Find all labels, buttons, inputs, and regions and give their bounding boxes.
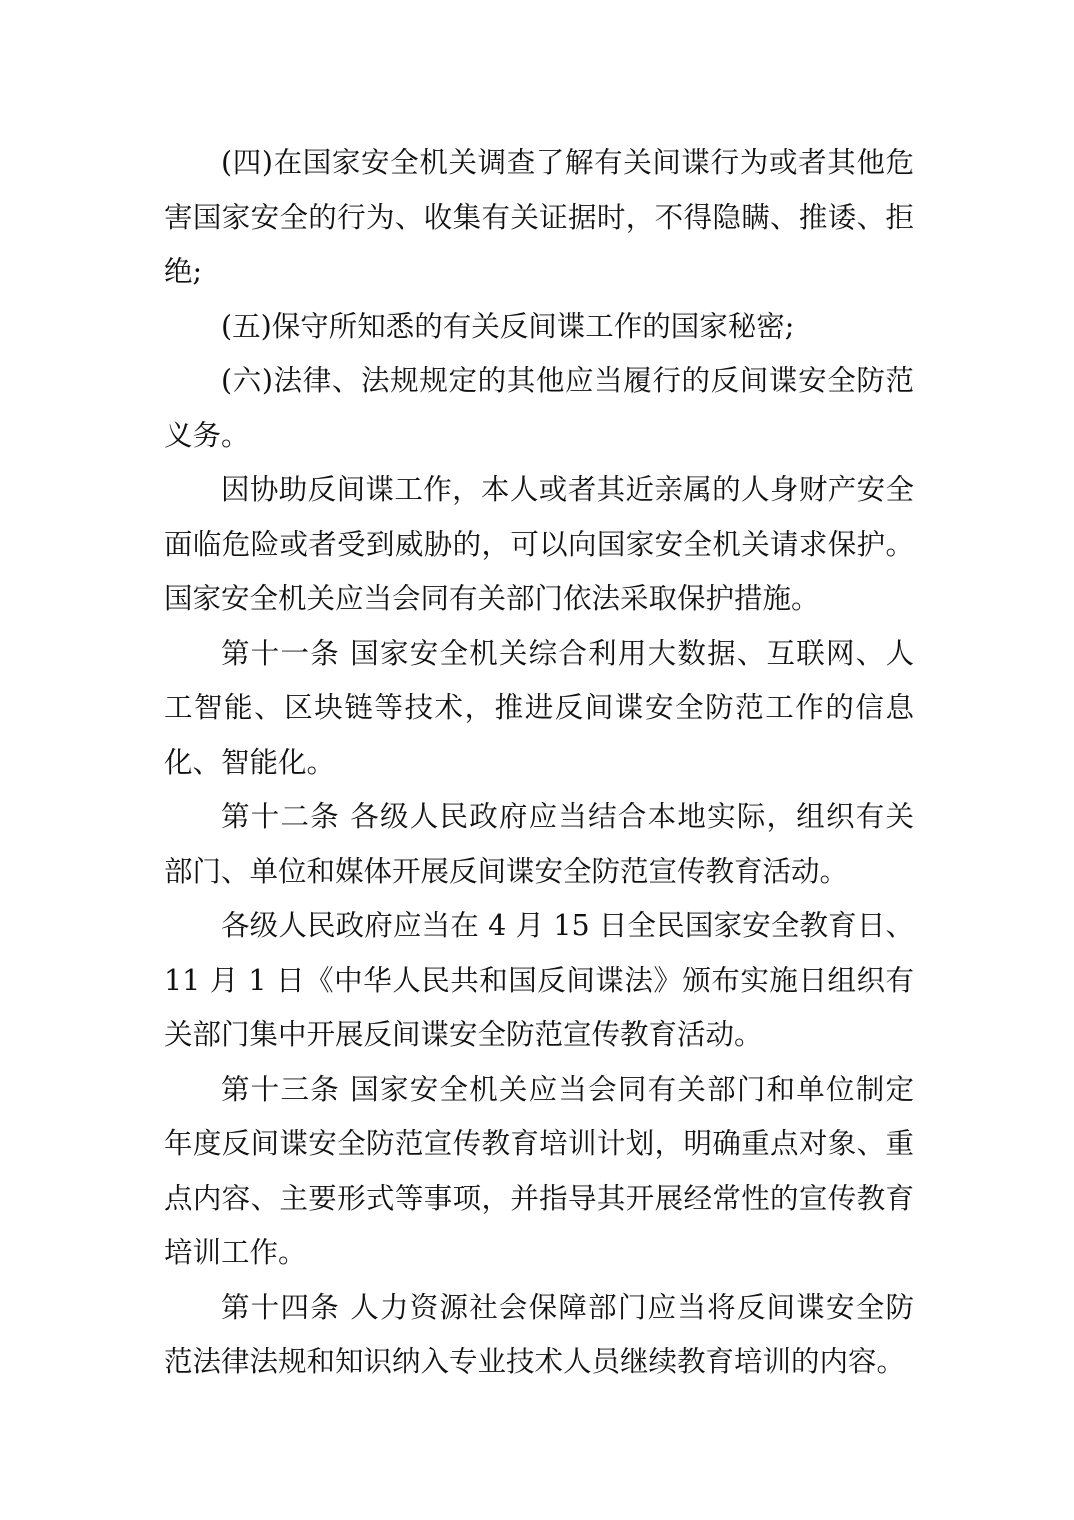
paragraph-item-6: (六)法律、法规规定的其他应当履行的反间谍安全防范义务。 [164,364,914,452]
paragraph-item-5: (五)保守所知悉的有关反间谍工作的国家秘密; [221,309,795,343]
article-11: 第十一条 国家安全机关综合利用大数据、互联网、人工智能、区块链等技术，推进反间谍安全防范工作的信息化、智能化。 [164,636,914,779]
paragraph-item-4: (四)在国家安全机关调查了解有关间谍行为或者其他危害国家安全的行为、收集有关证据时，不得隐瞒、推诿、拒绝; [164,146,914,288]
article-12-dates: 各级人民政府应当在 4 月 15 日全民国家安全教育日、11 月 1 日《中华人民共和国反间谍法》颁布实施日组织有关部门集中开展反间谍安全防范宣传教育活动。 [164,909,914,1051]
paragraph-protection: 因协助反间谍工作，本人或者其近亲属的人身财产安全面临危险或者受到威胁的，可以向国家安全机关请求保护。国家安全机关应当会同有关部门依法采取保护措施。 [164,473,914,615]
article-12: 第十二条 各级人民政府应当结合本地实际，组织有关部门、单位和媒体开展反间谍安全防范宣传教育活动。 [164,800,914,888]
article-14: 第十四条 人力资源社会保障部门应当将反间谍安全防范法律法规和知识纳入专业技术人员继续教育培训的内容。 [164,1290,914,1378]
article-13: 第十三条 国家安全机关应当会同有关部门和单位制定年度反间谍安全防范宣传教育培训计划，明确重点对象、重点内容、主要形式等事项，并指导其开展经常性的宣传教育培训工作。 [164,1072,914,1269]
document-body [164,136,914,1390]
